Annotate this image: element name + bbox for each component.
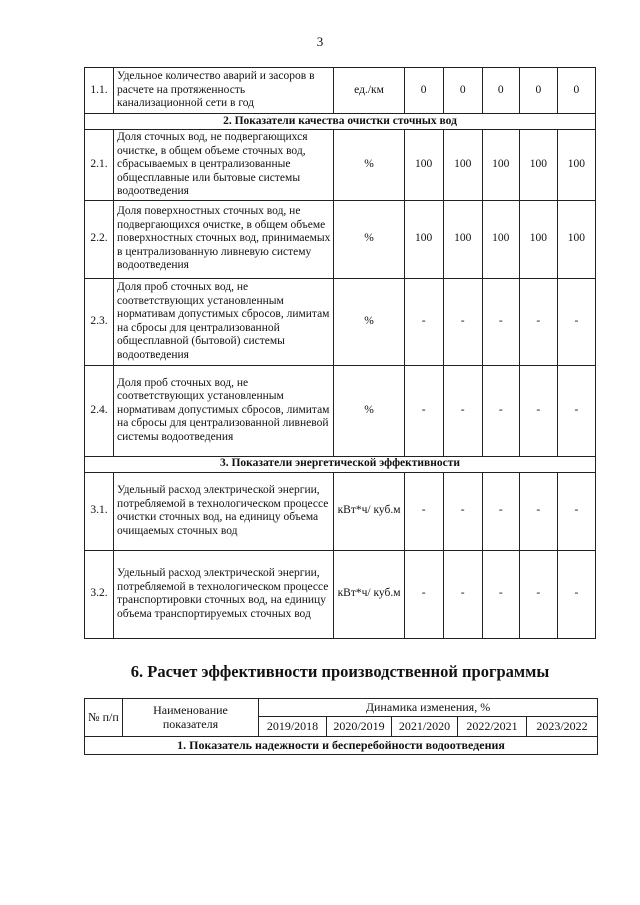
header-year: 2021/2020 xyxy=(392,717,458,737)
section-row xyxy=(85,456,596,472)
value-cell: - xyxy=(557,365,595,456)
value-cell: 0 xyxy=(557,68,595,114)
unit-cell: % xyxy=(334,278,404,365)
header-year: 2022/2021 xyxy=(458,717,527,737)
value-cell: 0 xyxy=(443,68,482,114)
unit-cell: ед./км xyxy=(334,68,404,114)
table-row xyxy=(85,472,596,550)
value-cell: 0 xyxy=(519,68,557,114)
value-cell: 100 xyxy=(519,130,557,201)
value-cell: 100 xyxy=(519,200,557,278)
value-cell: 100 xyxy=(557,200,595,278)
unit-cell: кВт*ч/ куб.м xyxy=(334,472,404,550)
unit-cell: кВт*ч/ куб.м xyxy=(334,550,404,638)
header-dynamics: Динамика изменения, % xyxy=(259,699,598,717)
section-heading: 6. Расчет эффективности производственной программы xyxy=(130,662,550,681)
value-cell: 0 xyxy=(404,68,443,114)
value-cell: - xyxy=(443,550,482,638)
table-row xyxy=(85,278,596,365)
unit-cell: % xyxy=(334,130,404,201)
indicator-name: Доля проб сточных вод, не соответствующих установленным нормативам допустимых сбросов, лимитам на сбросы для централизованной ливневой системы водоотведения xyxy=(114,365,334,456)
header-year: 2023/2022 xyxy=(527,717,598,737)
value-cell: - xyxy=(519,365,557,456)
header-year: 2020/2019 xyxy=(327,717,392,737)
row-number: 2.3. xyxy=(85,278,114,365)
value-cell: - xyxy=(404,365,443,456)
section-title: 3. Показатели энергетической эффективности xyxy=(85,456,596,472)
value-cell: - xyxy=(519,472,557,550)
value-cell: - xyxy=(557,278,595,365)
value-cell: - xyxy=(519,550,557,638)
value-cell: - xyxy=(482,550,519,638)
page-number: 3 xyxy=(316,34,324,49)
header-year: 2019/2018 xyxy=(259,717,327,737)
row-number: 2.2. xyxy=(85,200,114,278)
indicator-name: Удельный расход электрической энергии, потребляемой в технологическом процессе транспортировки сточных вод, на единицу объема транспортируемых сточных вод xyxy=(114,550,334,638)
table-row xyxy=(85,550,596,638)
indicator-name: Доля поверхностных сточных вод, не подвергающихся очистке, в общем объеме поверхностных сточных вод, принимаемых в централизованную ливневую систему водоотведения xyxy=(114,200,334,278)
section-title: 2. Показатели качества очистки сточных вод xyxy=(85,114,596,130)
value-cell: - xyxy=(519,278,557,365)
indicators-table xyxy=(84,67,596,639)
value-cell: - xyxy=(482,278,519,365)
table-row xyxy=(85,365,596,456)
section-row: 1. Показатель надежности и бесперебойности водоотведения xyxy=(85,737,598,755)
value-cell: - xyxy=(404,472,443,550)
value-cell: - xyxy=(482,365,519,456)
header-name: Наименование показателя xyxy=(123,699,259,737)
value-cell: - xyxy=(557,472,595,550)
row-number: 1.1. xyxy=(85,68,114,114)
row-number: 3.2. xyxy=(85,550,114,638)
indicator-name: Доля проб сточных вод, не соответствующих установленным нормативам допустимых сбросов, лимитам на сбросы для централизованной общесплавной (бытовой) системы водоотведения xyxy=(114,278,334,365)
row-number: 2.1. xyxy=(85,130,114,201)
value-cell: - xyxy=(443,472,482,550)
header-num: № п/п xyxy=(85,699,123,737)
value-cell: - xyxy=(443,278,482,365)
section-row xyxy=(85,114,596,130)
efficiency-table xyxy=(84,698,598,755)
value-cell: - xyxy=(404,278,443,365)
value-cell: 100 xyxy=(557,130,595,201)
table-row xyxy=(85,130,596,201)
row-number: 3.1. xyxy=(85,472,114,550)
value-cell: 100 xyxy=(443,200,482,278)
value-cell: - xyxy=(557,550,595,638)
value-cell: 100 xyxy=(404,200,443,278)
unit-cell: % xyxy=(334,365,404,456)
value-cell: 100 xyxy=(482,200,519,278)
value-cell: - xyxy=(404,550,443,638)
value-cell: 100 xyxy=(482,130,519,201)
table-row xyxy=(85,68,596,114)
indicator-name: Удельный расход электрической энергии, потребляемой в технологическом процессе очистки сточных вод, на единицу объема очищаемых сточных вод xyxy=(114,472,334,550)
value-cell: 0 xyxy=(482,68,519,114)
indicator-name: Удельное количество аварий и засоров в расчете на протяженность канализационной сети в год xyxy=(114,68,334,114)
value-cell: 100 xyxy=(443,130,482,201)
indicator-name: Доля сточных вод, не подвергающихся очистке, в общем объеме сточных вод, сбрасываемых в централизованные общесплавные или бытовые системы водоотведения xyxy=(114,130,334,201)
value-cell: - xyxy=(443,365,482,456)
row-number: 2.4. xyxy=(85,365,114,456)
unit-cell: % xyxy=(334,200,404,278)
value-cell: 100 xyxy=(404,130,443,201)
table-row xyxy=(85,200,596,278)
value-cell: - xyxy=(482,472,519,550)
